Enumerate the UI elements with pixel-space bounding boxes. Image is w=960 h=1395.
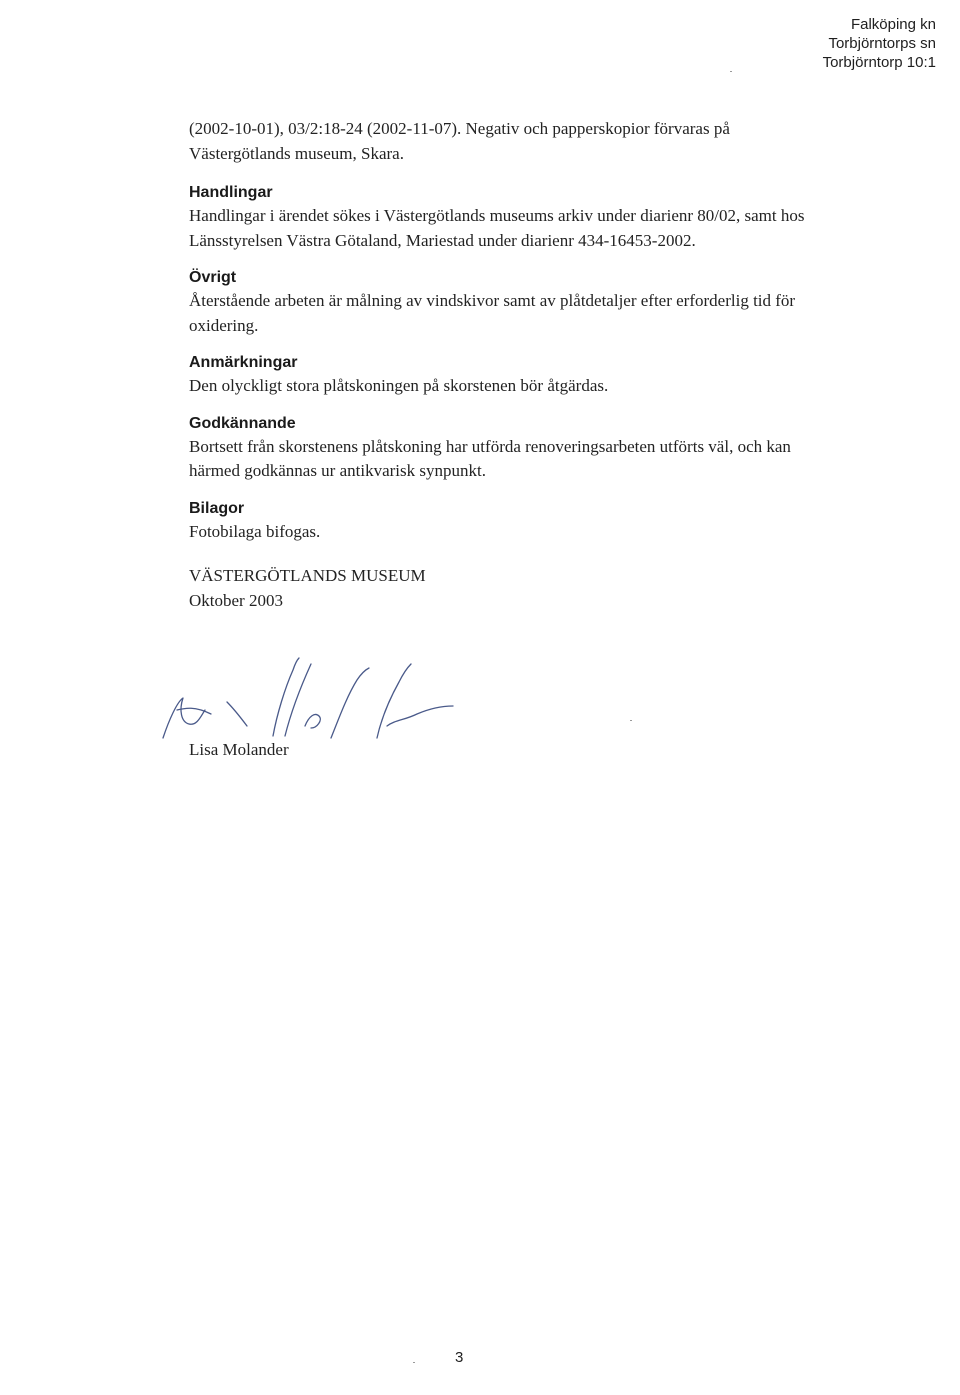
scan-speck	[630, 720, 632, 721]
section-body: Fotobilaga bifogas.	[189, 521, 321, 541]
section-heading: Godkännande	[189, 414, 296, 432]
closing-date: Oktober 2003	[189, 590, 283, 610]
closing-organization: VÄSTERGÖTLANDS MUSEUM	[189, 566, 426, 585]
header-parish: Torbjörntorps sn	[828, 35, 936, 52]
section-body: Bortsett från skorstenens plåtskoning har utförda renoveringsarbeten utförts väl, och kan härmed godkännas ur antikvarisk synpunkt.	[189, 436, 791, 480]
section-anmarkningar	[189, 352, 829, 399]
section-heading: Övrigt	[189, 269, 237, 286]
section-body: Den olyckligt stora plåtskoningen på skorstenen bör åtgärdas.	[189, 376, 609, 395]
header-municipality: Falköping kn	[850, 16, 936, 33]
section-heading: Handlingar	[189, 184, 273, 201]
document-body	[189, 117, 829, 613]
section-handlingar	[189, 182, 829, 253]
intro-paragraph: (2002-10-01), 03/2:18-24 (2002-11-07). Negativ och papperskopior förvaras på Västergötlands museum, Skara.	[189, 119, 730, 163]
section-godkannande	[189, 413, 829, 484]
scan-speck	[730, 71, 732, 72]
section-heading: Anmärkningar	[189, 354, 298, 371]
section-ovrigt	[189, 267, 829, 338]
signer-name: Lisa Molander	[189, 740, 289, 759]
scan-speck	[413, 1362, 415, 1363]
section-body: Handlingar i ärendet sökes i Västergötlands museums arkiv under diarienr 80/02, samt hos Länsstyrelsen Västra Götaland, Mariestad under diarienr 434-16453-2002.	[189, 206, 805, 250]
page-number: 3	[455, 1349, 464, 1366]
header-property: Torbjörntorp 10:1	[822, 54, 936, 71]
handwritten-signature	[155, 640, 465, 750]
closing-block	[189, 564, 829, 613]
section-body: Återstående arbeten är målning av vindskivor samt av plåtdetaljer efter erforderlig tid för oxidering.	[189, 291, 796, 335]
section-bilagor	[189, 498, 829, 545]
document-location-header	[823, 15, 936, 72]
section-heading: Bilagor	[189, 499, 245, 517]
